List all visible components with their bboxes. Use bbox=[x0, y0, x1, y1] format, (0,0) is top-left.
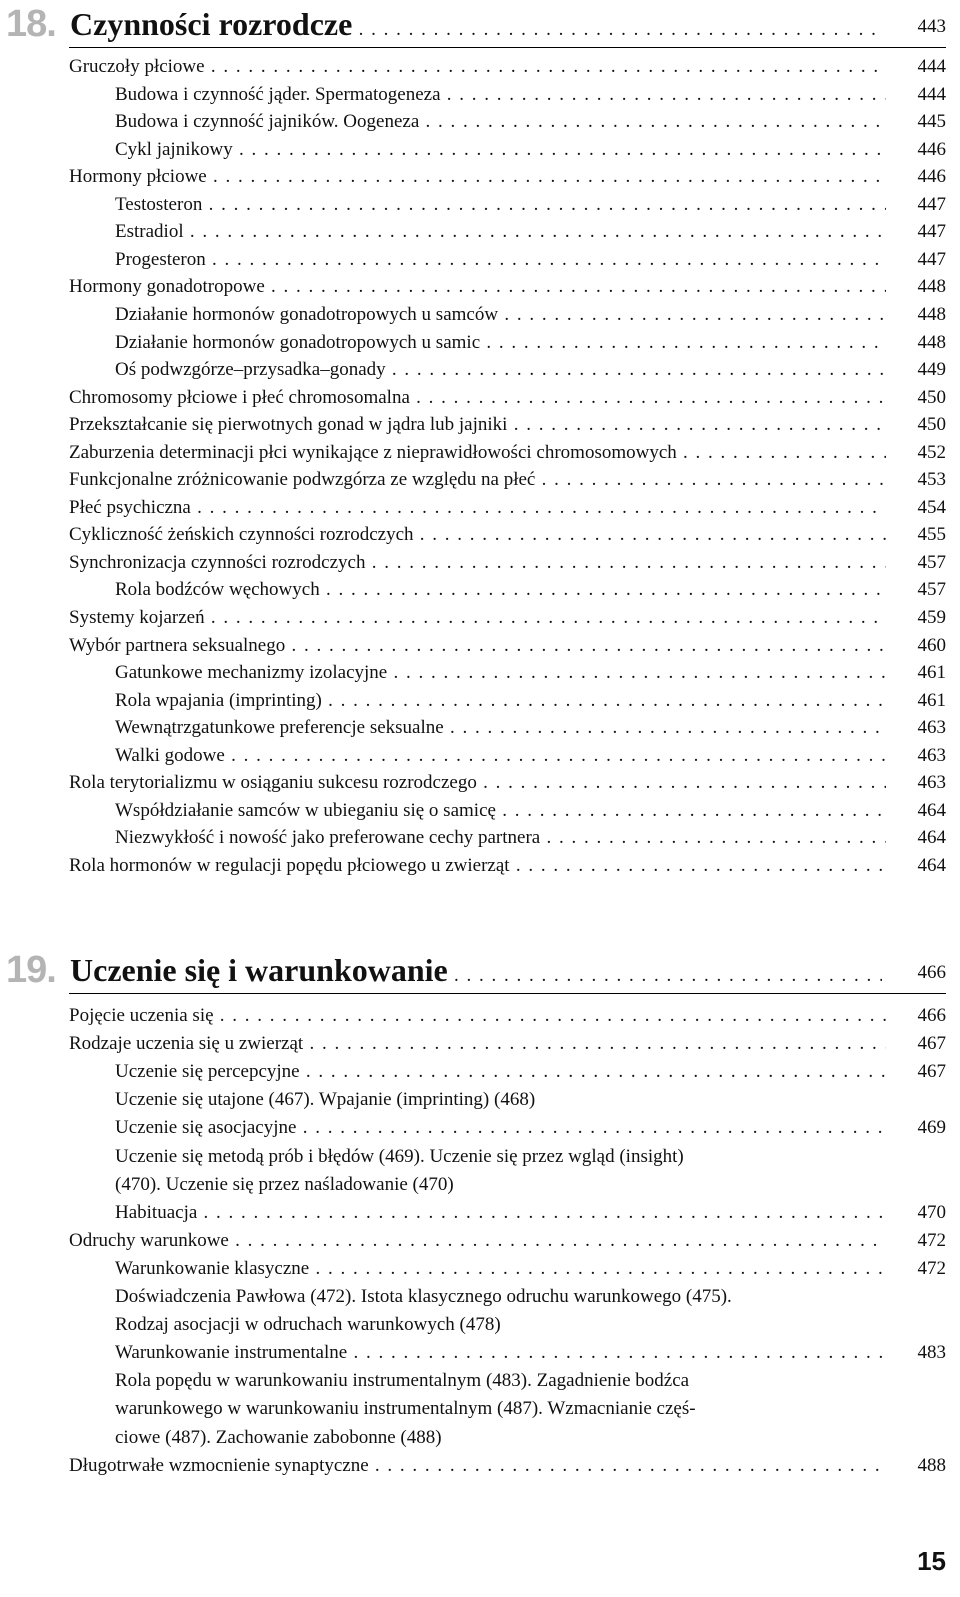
toc-entry-page: 467 bbox=[917, 1033, 946, 1055]
toc-entry-page: 446 bbox=[917, 166, 946, 188]
chapter-heading bbox=[0, 948, 946, 992]
toc-entry-text: Rola terytorializmu w osiąganiu sukcesu rozrodczego . . . bbox=[69, 769, 886, 796]
toc-entry-page: 446 bbox=[917, 138, 946, 160]
chapter-rule bbox=[69, 993, 946, 994]
toc-entry-text: Progesteron . . . bbox=[115, 246, 886, 273]
toc-entry-text: Odruchy warunkowe . . . bbox=[69, 1227, 886, 1254]
toc-entry bbox=[115, 714, 946, 741]
toc-entry bbox=[69, 632, 946, 659]
toc-entry-page: 469 bbox=[917, 1117, 946, 1139]
toc-entry bbox=[115, 191, 946, 218]
toc-entry-page: 460 bbox=[917, 634, 946, 656]
toc-entry-text: Habituacja . . . bbox=[115, 1199, 886, 1226]
toc-entry bbox=[69, 494, 946, 521]
toc-subentry-note bbox=[115, 1395, 946, 1422]
toc-entry-text: Wewnątrzgatunkowe preferencje seksualne . . . bbox=[115, 714, 886, 741]
toc-entry-text: Wybór partnera seksualnego . . . bbox=[69, 632, 886, 659]
toc-entry-text: Warunkowanie klasyczne . . . bbox=[115, 1255, 886, 1282]
toc-entry-text: Budowa i czynność jąder. Spermatogeneza . . . bbox=[115, 81, 886, 108]
toc-entry-page: 472 bbox=[917, 1229, 946, 1251]
toc-entry-page: 464 bbox=[917, 799, 946, 821]
chapter-title: Czynności rozrodcze . . . bbox=[70, 2, 882, 46]
toc-entry-page: 449 bbox=[917, 359, 946, 381]
toc-entry-page: 464 bbox=[917, 854, 946, 876]
toc-entry bbox=[115, 1058, 946, 1085]
toc-entry-text: Cykl jajnikowy . . . bbox=[115, 136, 886, 163]
chapter-number: 19. bbox=[6, 949, 56, 991]
toc-entry-page: 472 bbox=[917, 1257, 946, 1279]
toc-entry-text: Rodzaje uczenia się u zwierząt . . . bbox=[69, 1030, 886, 1057]
toc-subentry-note bbox=[115, 1367, 946, 1394]
toc-entry bbox=[115, 797, 946, 824]
toc-entry-text: Przekształcanie się pierwotnych gonad w jądra lub jajniki . . . bbox=[69, 411, 886, 438]
toc-entry bbox=[69, 411, 946, 438]
toc-entry bbox=[115, 1114, 946, 1141]
toc-entry-text: Warunkowanie instrumentalne . . . bbox=[115, 1339, 886, 1366]
toc-entry-text: warunkowego w warunkowaniu instrumentalnym (487). Wzmacnianie częś- bbox=[115, 1398, 696, 1420]
toc-entry bbox=[115, 356, 946, 383]
chapter-page-number: 443 bbox=[917, 16, 946, 37]
toc-entry-text: Pojęcie uczenia się . . . bbox=[69, 1002, 886, 1029]
toc-entry-page: 445 bbox=[917, 111, 946, 133]
toc-entry-text: Estradiol . . . bbox=[115, 218, 886, 245]
toc-entry-page: 463 bbox=[917, 772, 946, 794]
toc-entry-page: 448 bbox=[917, 331, 946, 353]
chapter-title: Uczenie się i warunkowanie . . . bbox=[70, 948, 882, 992]
toc-entry-text: Doświadczenia Pawłowa (472). Istota klasycznego odruchu warunkowego (475). bbox=[115, 1286, 732, 1307]
toc-entry-page: 447 bbox=[917, 221, 946, 243]
toc-entry-text: Testosteron . . . bbox=[115, 191, 886, 218]
toc-subentry-note bbox=[115, 1283, 946, 1310]
toc-entry-page: 450 bbox=[917, 386, 946, 408]
toc-entry bbox=[115, 742, 946, 769]
toc-entry-page: 447 bbox=[917, 193, 946, 215]
toc-entry-page: 461 bbox=[917, 689, 946, 711]
toc-entry-page: 467 bbox=[917, 1061, 946, 1083]
toc-entry bbox=[69, 769, 946, 796]
toc-entry-page: 483 bbox=[917, 1342, 946, 1364]
toc-entry bbox=[69, 549, 946, 576]
toc-entry-page: 463 bbox=[917, 744, 946, 766]
toc-entry bbox=[115, 576, 946, 603]
toc-entry-page: 452 bbox=[917, 441, 946, 463]
toc-subentry-note bbox=[115, 1143, 946, 1170]
toc-entry-text: Uczenie się metodą prób i błędów (469). Uczenie się przez wgląd (insight) bbox=[115, 1145, 684, 1167]
toc-entry bbox=[115, 329, 946, 356]
toc-entry-text: Płeć psychiczna . . . bbox=[69, 494, 886, 521]
page-folio: 15 bbox=[917, 1546, 946, 1576]
toc-entry-text: Uczenie się percepcyjne . . . bbox=[115, 1058, 886, 1085]
toc-entry-text: Gruczoły płciowe . . . bbox=[69, 53, 886, 80]
toc-subentry-note bbox=[115, 1311, 946, 1338]
toc-entry-page: 457 bbox=[917, 579, 946, 601]
toc-entry-text: Rola wpajania (imprinting) . . . bbox=[115, 687, 886, 714]
toc-entry bbox=[115, 659, 946, 686]
toc-entry bbox=[69, 1030, 946, 1057]
chapter-rule bbox=[69, 47, 946, 48]
toc-entry-text: Funkcjonalne zróżnicowanie podwzgórza ze względu na płeć . . . bbox=[69, 466, 886, 493]
toc-entry-text: Rola popędu w warunkowaniu instrumentalnym (483). Zagadnienie bodźca bbox=[115, 1370, 690, 1392]
toc-entry-text: Hormony płciowe . . . bbox=[69, 163, 886, 190]
toc-entry bbox=[69, 163, 946, 190]
toc-entry-text: Długotrwałe wzmocnienie synaptyczne . . . bbox=[69, 1452, 886, 1479]
toc-entry-text: Oś podwzgórze–przysadka–gonady . . . bbox=[115, 356, 886, 383]
toc-entry-page: 448 bbox=[917, 276, 946, 298]
toc-entry bbox=[69, 604, 946, 631]
toc-entry-page: 466 bbox=[917, 1005, 946, 1026]
toc-entry-text: Działanie hormonów gonadotropowych u samic . . . bbox=[115, 329, 886, 356]
toc-entry-page: 461 bbox=[917, 662, 946, 684]
toc-entry-page: 488 bbox=[917, 1454, 946, 1476]
toc-subentry-note bbox=[115, 1424, 946, 1451]
chapter-number: 18. bbox=[6, 3, 56, 45]
toc-entry-text: Zaburzenia determinacji płci wynikające z nieprawidłowości chromosomowych . . . bbox=[69, 439, 886, 466]
toc-entry-page: 450 bbox=[917, 414, 946, 436]
toc-entry bbox=[69, 439, 946, 466]
toc-entry bbox=[69, 53, 946, 80]
toc-entry bbox=[115, 218, 946, 245]
toc-entry-text: Rola hormonów w regulacji popędu płciowego u zwierząt . . . bbox=[69, 852, 886, 879]
toc-entry-page: 448 bbox=[917, 303, 946, 325]
toc-entry bbox=[69, 1227, 946, 1254]
toc-entry bbox=[69, 521, 946, 548]
toc-subentry-note bbox=[115, 1086, 946, 1113]
toc-entry bbox=[115, 246, 946, 273]
toc-entry-page: 444 bbox=[917, 56, 946, 77]
chapter-heading bbox=[0, 2, 946, 46]
toc-entry-text: Hormony gonadotropowe . . . bbox=[69, 273, 886, 300]
toc-entry bbox=[69, 466, 946, 493]
toc-entry bbox=[115, 687, 946, 714]
toc-entry-text: Gatunkowe mechanizmy izolacyjne . . . bbox=[115, 659, 886, 686]
toc-entry bbox=[115, 136, 946, 163]
toc-entry-text: Niezwykłość i nowość jako preferowane cechy partnera . . . bbox=[115, 824, 886, 851]
toc-entry-page: 457 bbox=[917, 551, 946, 573]
toc-entry-text: Rola bodźców węchowych . . . bbox=[115, 576, 886, 603]
toc-entry bbox=[115, 1255, 946, 1282]
toc-entry-page: 459 bbox=[917, 607, 946, 628]
toc-entry bbox=[115, 1339, 946, 1366]
toc-entry bbox=[115, 1199, 946, 1226]
chapter-page-number: 466 bbox=[917, 962, 946, 983]
toc-entry-text: Chromosomy płciowe i płeć chromosomalna . . . bbox=[69, 384, 886, 411]
toc-entry bbox=[69, 852, 946, 879]
toc-entry-page: 453 bbox=[917, 469, 946, 491]
toc-entry bbox=[115, 824, 946, 851]
toc-entry bbox=[69, 1452, 946, 1479]
toc-entry-text: Walki godowe . . . bbox=[115, 742, 886, 769]
toc-entry bbox=[115, 108, 946, 135]
toc-entry-page: 464 bbox=[917, 827, 946, 849]
toc-entry-page: 463 bbox=[917, 717, 946, 739]
toc-entry-text: Uczenie się utajone (467). Wpajanie (imprinting) (468) bbox=[115, 1089, 536, 1111]
toc-entry-page: 470 bbox=[917, 1201, 946, 1223]
toc-entry bbox=[69, 384, 946, 411]
toc-entry-text: ciowe (487). Zachowanie zabobonne (488) bbox=[115, 1426, 442, 1448]
toc-entry-text: (470). Uczenie się przez naśladowanie (470) bbox=[115, 1173, 454, 1195]
toc-entry-page: 444 bbox=[917, 83, 946, 105]
toc-entry bbox=[115, 301, 946, 328]
toc-entry-text: Cykliczność żeńskich czynności rozrodczych . . . bbox=[69, 521, 886, 548]
toc-entry-text: Budowa i czynność jajników. Oogeneza . . . bbox=[115, 108, 886, 135]
toc-entry-page: 447 bbox=[917, 248, 946, 270]
toc-entry-text: Współdziałanie samców w ubieganiu się o samicę . . . bbox=[115, 797, 886, 824]
toc-entry bbox=[115, 81, 946, 108]
toc-entry bbox=[69, 1002, 946, 1029]
toc-entry bbox=[69, 273, 946, 300]
toc-entry-text: Synchronizacja czynności rozrodczych . . . bbox=[69, 549, 886, 576]
toc-entry-page: 454 bbox=[917, 496, 946, 518]
toc-entry-page: 455 bbox=[917, 524, 946, 546]
toc-entry-text: Uczenie się asocjacyjne . . . bbox=[115, 1114, 886, 1141]
toc-entry-text: Systemy kojarzeń . . . bbox=[69, 604, 886, 631]
toc-entry-text: Działanie hormonów gonadotropowych u samców . . . bbox=[115, 301, 886, 328]
toc-subentry-note bbox=[115, 1171, 946, 1198]
toc-entry-text: Rodzaj asocjacji w odruchach warunkowych (478) bbox=[115, 1314, 501, 1336]
